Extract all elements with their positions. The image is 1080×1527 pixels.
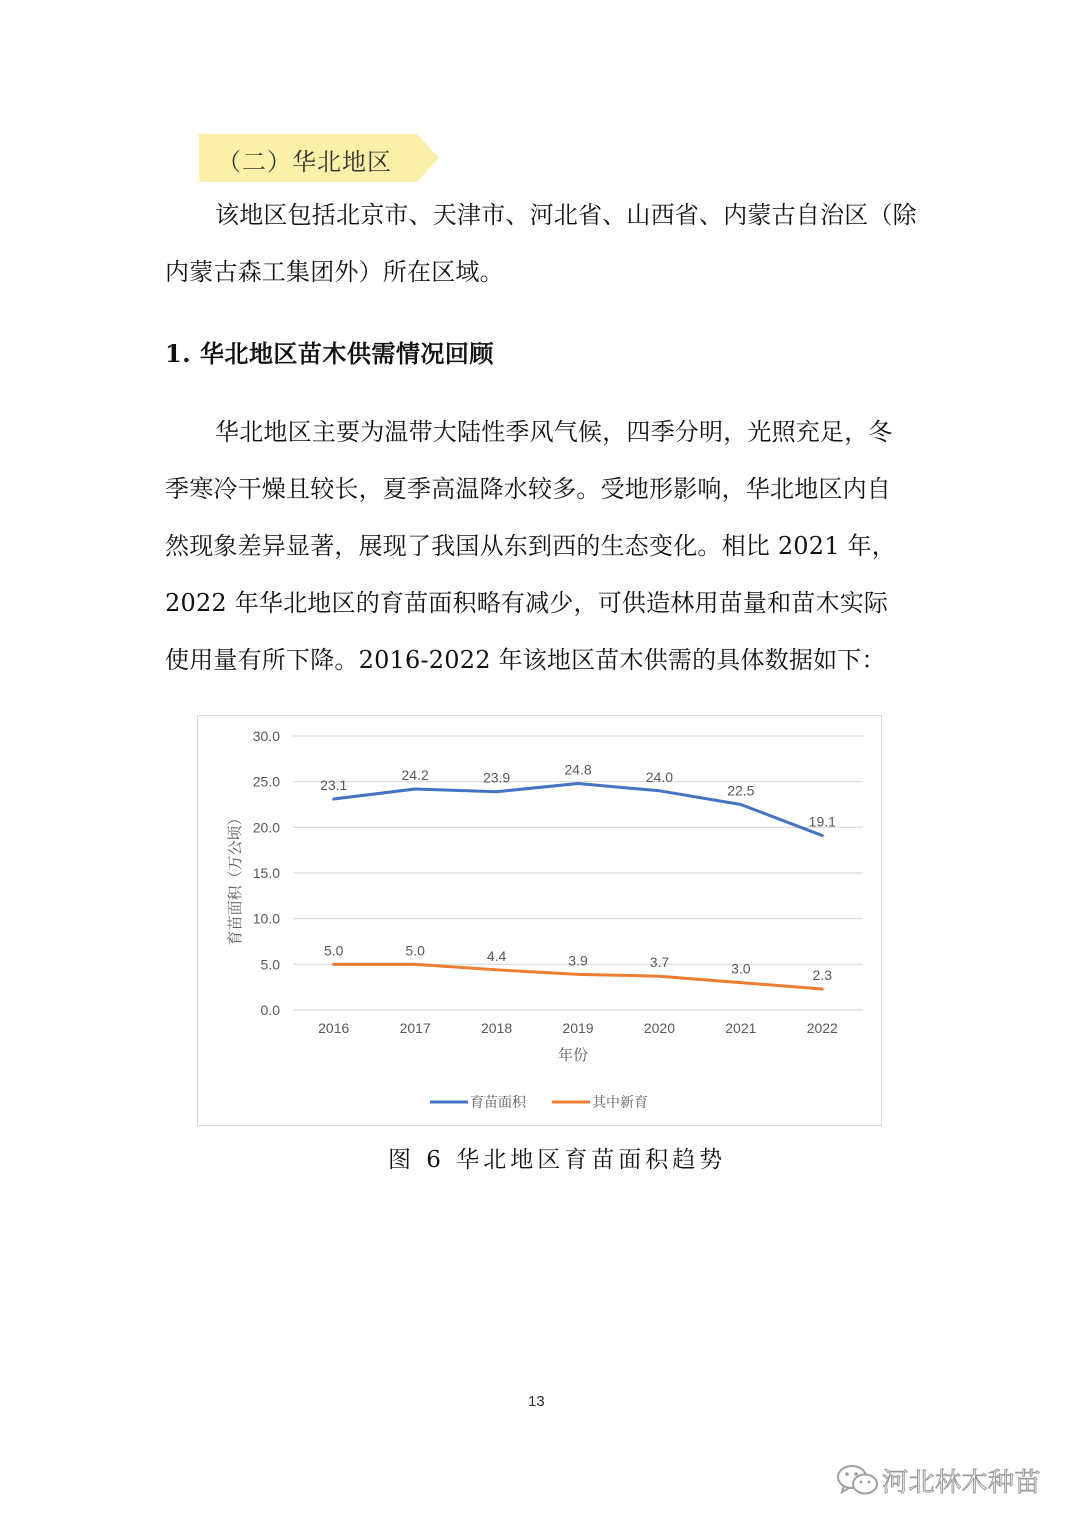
data-label: 5.0: [323, 942, 344, 959]
legend-label: 育苗面积: [470, 1095, 526, 1111]
wechat-icon: [836, 1463, 880, 1497]
page-number: 13: [528, 1393, 545, 1410]
data-label: 19.1: [808, 813, 836, 830]
watermark-text: 河北林木种苗: [882, 1468, 1042, 1498]
section-tag-label: （二）华北地区: [217, 148, 392, 176]
legend-label: 其中新育: [592, 1095, 648, 1111]
data-label: 2.3: [812, 966, 833, 983]
data-label: 24.8: [564, 761, 592, 778]
x-tick-label: 2017: [399, 1020, 431, 1036]
figure-caption: 图 6 华北地区育苗面积趋势: [388, 1147, 727, 1173]
section-heading: 1. 华北地区苗木供需情况回顾: [165, 339, 494, 368]
data-label: 5.0: [405, 942, 425, 959]
body-line: 然现象差异显著，展现了我国从东到西的生态变化。相比 2021 年，: [165, 532, 896, 560]
y-tick-label: 25.0: [252, 773, 280, 790]
data-label: 3.9: [568, 952, 588, 969]
chart-canvas: [198, 716, 883, 1127]
y-tick-label: 20.0: [252, 819, 280, 836]
x-axis-title: 年份: [557, 1046, 589, 1064]
data-label: 22.5: [727, 782, 755, 799]
x-tick-label: 2018: [480, 1020, 513, 1036]
x-tick-label: 2021: [725, 1020, 757, 1036]
x-tick-label: 2022: [806, 1020, 838, 1036]
body-line: 华北地区主要为温带大陆性季风气候，四季分明，光照充足，冬: [215, 418, 893, 446]
intro-line: 该地区包括北京市、天津市、河北省、山西省、内蒙古自治区（除: [215, 201, 917, 229]
body-line: 季寒冷干燥且较长，夏季高温降水较多。受地形影响，华北地区内自: [165, 475, 891, 503]
data-label: 24.0: [645, 768, 674, 785]
x-tick-label: 2019: [562, 1020, 594, 1036]
body-line: 2022 年华北地区的育苗面积略有减少，可供造林用苗量和苗木实际: [165, 589, 889, 617]
data-label: 3.0: [731, 960, 751, 977]
y-tick-label: 30.0: [252, 728, 280, 744]
y-tick-label: 10.0: [252, 910, 280, 927]
y-axis-title: 育苗面积（万公顷）: [226, 810, 244, 946]
section-tag: [199, 134, 439, 182]
data-label: 23.9: [482, 769, 511, 786]
x-tick-label: 2016: [318, 1020, 350, 1036]
body-paragraph: [165, 404, 917, 689]
y-tick-label: 15.0: [252, 865, 280, 881]
data-label: 4.4: [486, 947, 507, 964]
x-tick-label: 2020: [643, 1020, 676, 1036]
intro-line: 内蒙古森工集团外）所在区域。: [165, 258, 504, 286]
intro-paragraph: [165, 187, 917, 301]
data-label: 3.7: [649, 954, 670, 971]
y-tick-label: 0.0: [260, 1002, 280, 1018]
data-label: 24.2: [401, 766, 429, 783]
y-tick-label: 5.0: [260, 956, 280, 973]
data-label: 23.1: [320, 777, 348, 794]
line-chart: [197, 715, 882, 1126]
body-line: 使用量有所下降。2016-2022 年该地区苗木供需的具体数据如下：: [165, 646, 886, 674]
